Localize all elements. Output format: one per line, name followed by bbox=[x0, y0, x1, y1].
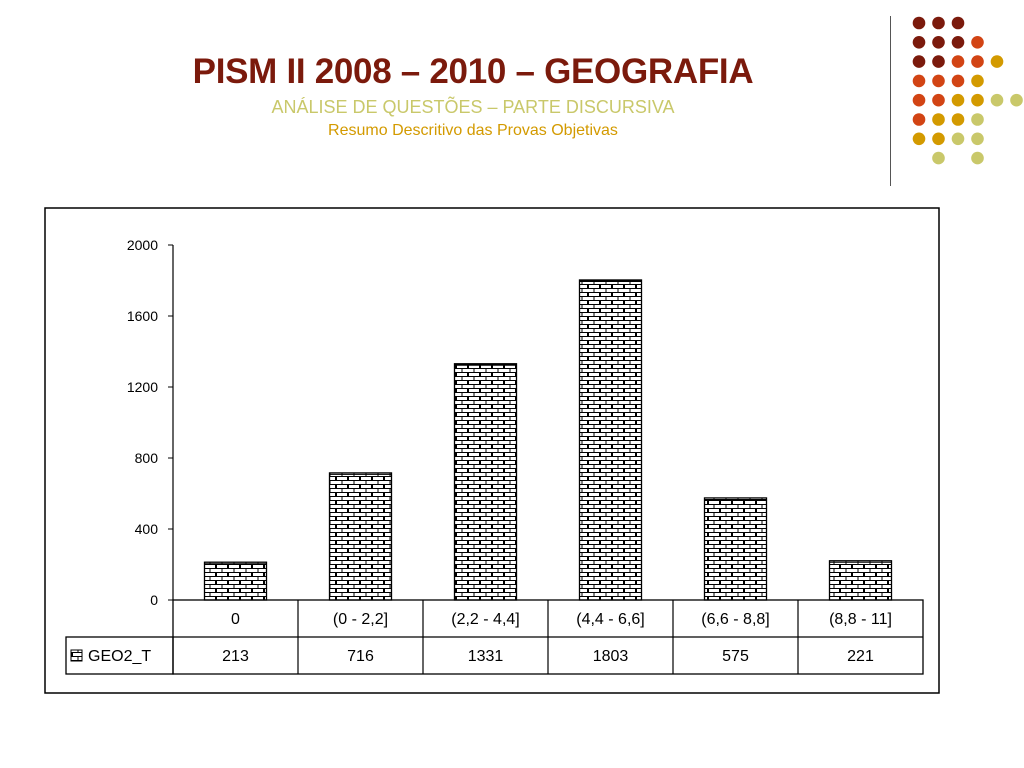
category-label: (2,2 - 4,4] bbox=[451, 611, 520, 628]
page-subtitle: ANÁLISE DE QUESTÕES – PARTE DISCURSIVA bbox=[271, 97, 675, 117]
data-value-label: 575 bbox=[722, 648, 749, 665]
category-label: (8,8 - 11] bbox=[829, 611, 892, 628]
y-tick-label: 2000 bbox=[126, 237, 158, 253]
category-label: (6,6 - 8,8] bbox=[701, 611, 770, 628]
bar bbox=[455, 364, 517, 600]
y-tick-label: 1200 bbox=[126, 379, 158, 395]
data-value-label: 1331 bbox=[467, 648, 504, 665]
legend-swatch bbox=[71, 650, 82, 661]
category-label: 0 bbox=[231, 611, 240, 628]
category-label: (4,4 - 6,6] bbox=[576, 611, 645, 628]
legend-series-name: GEO2_T bbox=[88, 648, 152, 665]
page-title: PISM II 2008 – 2010 – GEOGRAFIA bbox=[192, 52, 754, 91]
category-label: (0 - 2,2] bbox=[332, 611, 389, 628]
data-value-label: 1803 bbox=[592, 648, 629, 665]
y-tick-label: 0 bbox=[150, 592, 158, 608]
y-tick-label: 400 bbox=[134, 521, 158, 537]
bar bbox=[705, 498, 767, 600]
page-subtitle-secondary: Resumo Descritivo das Provas Objetivas bbox=[328, 122, 618, 139]
data-value-label: 213 bbox=[222, 648, 249, 665]
y-tick-label: 1600 bbox=[126, 308, 158, 324]
bar bbox=[830, 561, 892, 600]
bar bbox=[580, 280, 642, 600]
bar bbox=[330, 473, 392, 600]
bar bbox=[205, 562, 267, 600]
data-value-label: 221 bbox=[847, 648, 874, 665]
data-value-label: 716 bbox=[347, 648, 374, 665]
y-tick-label: 800 bbox=[134, 450, 158, 466]
